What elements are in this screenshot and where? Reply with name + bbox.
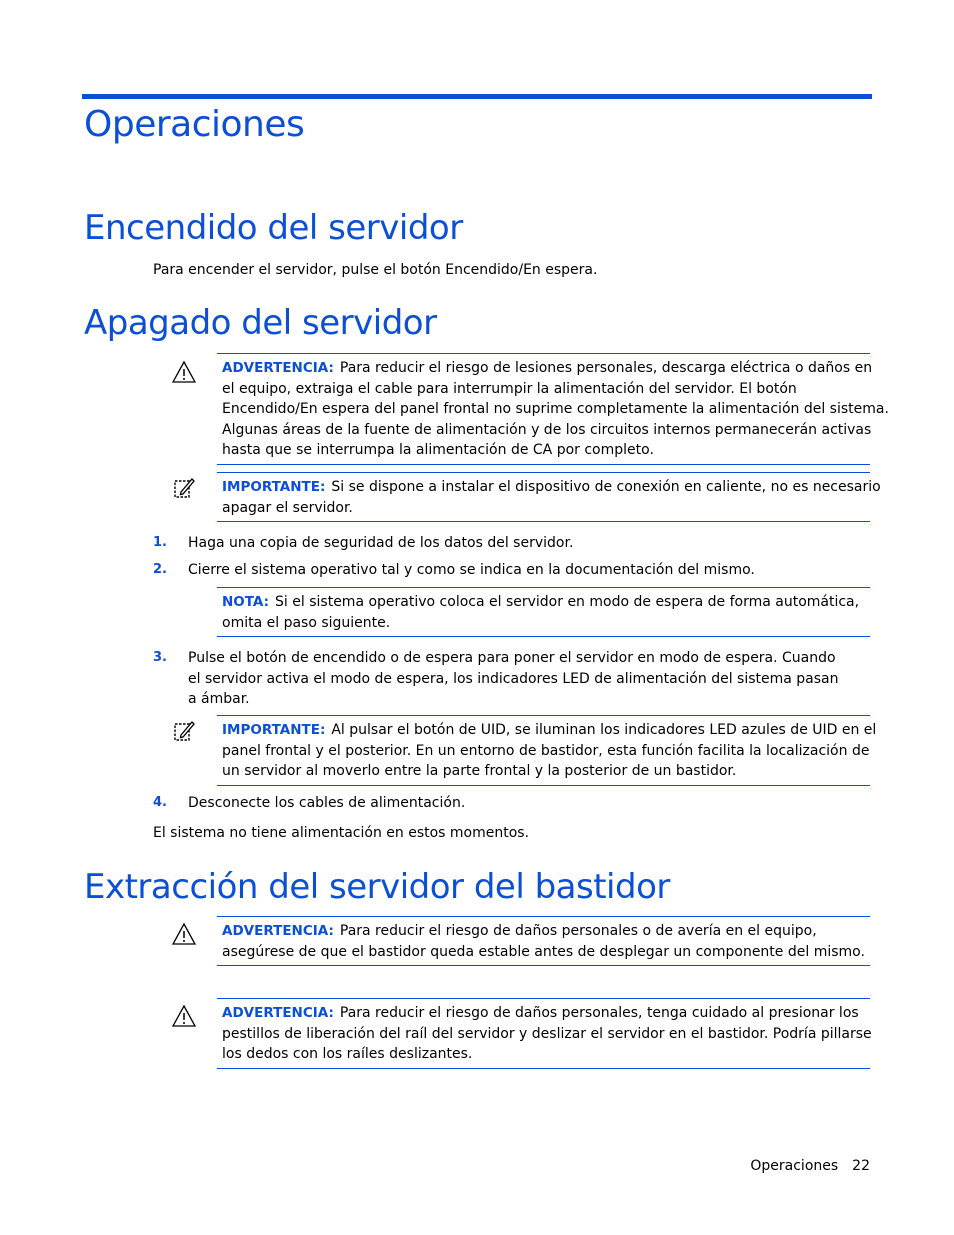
warning-callout: ADVERTENCIA: Para reducir el riesgo de daños personales o de avería en el equipo, asegúrese de que el bastidor queda estable antes de desplegar un componente del mismo. [217, 916, 870, 966]
note-callout: NOTA: Si el sistema operativo coloca el servidor en modo de espera de forma automática, omita el paso siguiente. [217, 587, 870, 637]
closing-text: El sistema no tiene alimentación en estos momentos. [153, 825, 530, 841]
callout-label: IMPORTANTE: [222, 722, 326, 738]
warning-triangle-icon [172, 360, 196, 384]
warning-callout: ADVERTENCIA: Para reducir el riesgo de daños personales, tenga cuidado al presionar los pestillos de liberación del raíl del servidor y deslizar el servidor en el bastidor. Podría pillarse los dedos con los raíles deslizantes. [217, 998, 870, 1069]
warning-callout: ADVERTENCIA: Para reducir el riesgo de lesiones personales, descarga eléctrica o daños en el equipo, extraiga el cable para interrumpir la alimentación del servidor. El botón Encendido/En espera del panel frontal no suprime completamente la alimentación del sistema. Algunas áreas de la fuente de alimentación y de los circuitos internos permanecerán activas hasta que se interrumpa la alimentación de CA por completo. [217, 353, 870, 465]
section-heading-extraccion: Extracción del servidor del bastidor [84, 867, 670, 907]
important-callout: IMPORTANTE: Si se dispone a instalar el dispositivo de conexión en caliente, no es necesario apagar el servidor. [217, 472, 870, 522]
step-number: 3. [153, 650, 167, 665]
callout-label: NOTA: [222, 594, 270, 610]
step-number: 2. [153, 562, 167, 577]
step-number: 4. [153, 795, 167, 810]
page-number: 22 [852, 1158, 870, 1174]
page-footer [750, 1158, 870, 1174]
callout-label: ADVERTENCIA: [222, 360, 334, 376]
warning-triangle-icon [172, 1004, 196, 1028]
important-note-icon [172, 719, 196, 743]
title-rule [82, 94, 872, 99]
important-note-icon [172, 476, 196, 500]
page-title: Operaciones [84, 104, 305, 145]
callout-label: ADVERTENCIA: [222, 1005, 334, 1021]
section-heading-apagado: Apagado del servidor [84, 303, 437, 343]
warning-triangle-icon [172, 922, 196, 946]
step-number: 1. [153, 535, 167, 550]
encendido-text: Para encender el servidor, pulse el botón Encendido/En espera. [153, 262, 598, 278]
callout-label: IMPORTANTE: [222, 479, 326, 495]
section-heading-encendido: Encendido del servidor [84, 208, 463, 248]
important-callout: IMPORTANTE: Al pulsar el botón de UID, se iluminan los indicadores LED azules de UID en el panel frontal y el posterior. En un entorno de bastidor, esta función facilita la localización de un servidor al moverlo entre la parte frontal y la posterior de un bastidor. [217, 715, 870, 786]
footer-section: Operaciones [750, 1158, 839, 1174]
callout-label: ADVERTENCIA: [222, 923, 334, 939]
